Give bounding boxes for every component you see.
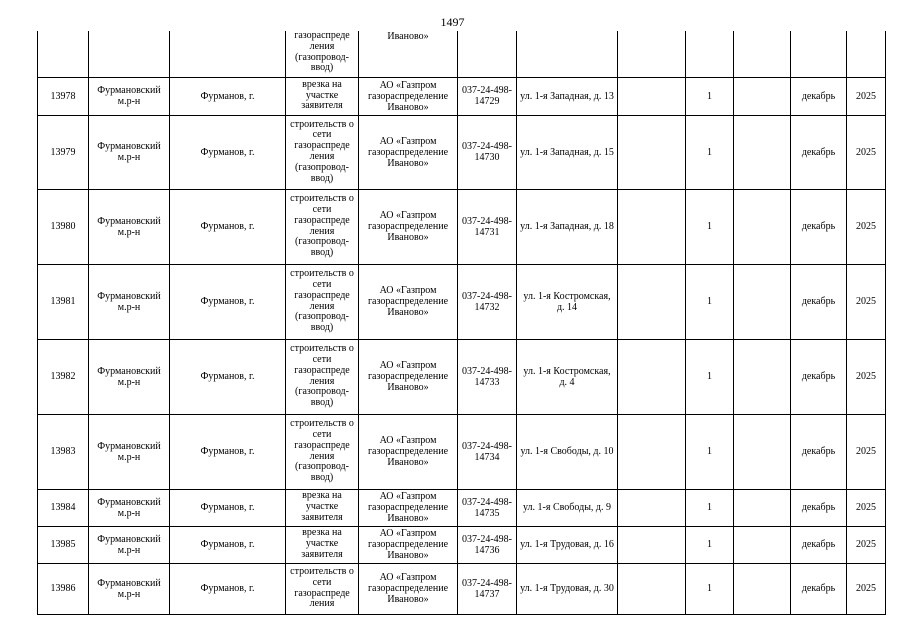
cell-settlement: Фурманов, г. [170, 526, 286, 563]
cell-num [38, 31, 89, 77]
cell-district: Фурмановский м.р-н [89, 414, 170, 489]
cell-blank-2 [734, 414, 791, 489]
cell-settlement: Фурманов, г. [170, 563, 286, 614]
cell-kind: строительств о сети газораспреде ления (газопровод-ввод) [286, 414, 359, 489]
cell-count: 1 [686, 489, 734, 526]
cell-blank-2 [734, 189, 791, 264]
cell-year: 2025 [847, 189, 886, 264]
cell-org: АО «Газпром газораспределение Иваново» [359, 489, 458, 526]
cell-num: 13985 [38, 526, 89, 563]
cell-code: 037-24-498-14732 [458, 264, 517, 339]
cell-kind: врезка на участке заявителя [286, 77, 359, 115]
cell-code: 037-24-498-14737 [458, 563, 517, 614]
cell-year: 2025 [847, 264, 886, 339]
cell-count: 1 [686, 563, 734, 614]
cell-month: декабрь [791, 526, 847, 563]
cell-month: декабрь [791, 189, 847, 264]
cell-num: 13981 [38, 264, 89, 339]
cell-settlement: Фурманов, г. [170, 77, 286, 115]
cell-count [686, 31, 734, 77]
cell-blank-2 [734, 339, 791, 414]
cell-address: ул. 1-я Свободы, д. 9 [517, 489, 618, 526]
cell-year: 2025 [847, 77, 886, 115]
cell-blank-1 [618, 563, 686, 614]
cell-month: декабрь [791, 77, 847, 115]
table-row [38, 115, 886, 189]
cell-settlement: Фурманов, г. [170, 264, 286, 339]
cell-num: 13983 [38, 414, 89, 489]
cell-blank-2 [734, 77, 791, 115]
cell-blank-2 [734, 563, 791, 614]
cell-year: 2025 [847, 339, 886, 414]
cell-count: 1 [686, 526, 734, 563]
cell-org: АО «Газпром газораспределение Иваново» [359, 526, 458, 563]
cell-blank-2 [734, 115, 791, 189]
cell-blank-1 [618, 339, 686, 414]
cell-blank-2 [734, 489, 791, 526]
cell-blank-2 [734, 31, 791, 77]
cell-settlement: Фурманов, г. [170, 115, 286, 189]
cell-count: 1 [686, 77, 734, 115]
cell-year: 2025 [847, 563, 886, 614]
cell-org: АО «Газпром газораспределение Иваново» [359, 189, 458, 264]
cell-blank-1 [618, 264, 686, 339]
cell-kind: строительств о сети газораспреде ления (газопровод-ввод) [286, 189, 359, 264]
cell-num: 13982 [38, 339, 89, 414]
cell-month: декабрь [791, 414, 847, 489]
cell-org: Иваново» [359, 31, 458, 77]
cell-settlement: Фурманов, г. [170, 489, 286, 526]
cell-district: Фурмановский м.р-н [89, 77, 170, 115]
cell-blank-1 [618, 414, 686, 489]
cell-address [517, 31, 618, 77]
cell-month: декабрь [791, 339, 847, 414]
cell-num: 13980 [38, 189, 89, 264]
page-number: 1497 [440, 15, 465, 29]
cell-district [89, 31, 170, 77]
cell-address: ул. 1-я Костромская, д. 14 [517, 264, 618, 339]
cell-district: Фурмановский м.р-н [89, 189, 170, 264]
cell-blank-1 [618, 115, 686, 189]
cell-month: декабрь [791, 563, 847, 614]
cell-code: 037-24-498-14734 [458, 414, 517, 489]
cell-org: АО «Газпром газораспределение Иваново» [359, 414, 458, 489]
cell-kind: врезка на участке заявителя [286, 489, 359, 526]
cell-month: декабрь [791, 115, 847, 189]
cell-address: ул. 1-я Костромская, д. 4 [517, 339, 618, 414]
cell-address: ул. 1-я Свободы, д. 10 [517, 414, 618, 489]
cell-count: 1 [686, 414, 734, 489]
cell-year: 2025 [847, 526, 886, 563]
table-row [38, 77, 886, 115]
cell-org: АО «Газпром газораспределение Иваново» [359, 264, 458, 339]
cell-code: 037-24-498-14736 [458, 526, 517, 563]
table-row [38, 264, 886, 339]
cell-settlement: Фурманов, г. [170, 339, 286, 414]
cell-district: Фурмановский м.р-н [89, 563, 170, 614]
cell-year: 2025 [847, 489, 886, 526]
cell-settlement: Фурманов, г. [170, 414, 286, 489]
cell-num: 13979 [38, 115, 89, 189]
cell-year: 2025 [847, 414, 886, 489]
cell-org: АО «Газпром газораспределение Иваново» [359, 77, 458, 115]
cell-kind: газораспреде ления (газопровод- ввод) [286, 31, 359, 77]
cell-count: 1 [686, 339, 734, 414]
cell-org: АО «Газпром газораспределение Иваново» [359, 339, 458, 414]
cell-district: Фурмановский м.р-н [89, 115, 170, 189]
cell-district: Фурмановский м.р-н [89, 489, 170, 526]
cell-num: 13978 [38, 77, 89, 115]
cell-code: 037-24-498-14735 [458, 489, 517, 526]
cell-month: декабрь [791, 489, 847, 526]
cell-address: ул. 1-я Западная, д. 15 [517, 115, 618, 189]
cell-address: ул. 1-я Трудовая, д. 16 [517, 526, 618, 563]
cell-address: ул. 1-я Трудовая, д. 30 [517, 563, 618, 614]
cell-blank-1 [618, 189, 686, 264]
cell-kind: строительств о сети газораспреде ления [286, 563, 359, 614]
cell-kind: строительств о сети газораспреде ления (газопровод-ввод) [286, 339, 359, 414]
register-table [37, 31, 886, 615]
cell-month [791, 31, 847, 77]
cell-blank-1 [618, 526, 686, 563]
cell-blank-2 [734, 526, 791, 563]
cell-count: 1 [686, 264, 734, 339]
continuation-row [38, 31, 886, 77]
cell-count: 1 [686, 189, 734, 264]
cell-code: 037-24-498-14730 [458, 115, 517, 189]
cell-settlement [170, 31, 286, 77]
cell-month: декабрь [791, 264, 847, 339]
table-row [38, 526, 886, 563]
cell-org: АО «Газпром газораспределение Иваново» [359, 115, 458, 189]
cell-code [458, 31, 517, 77]
cell-org: АО «Газпром газораспределение Иваново» [359, 563, 458, 614]
cell-code: 037-24-498-14733 [458, 339, 517, 414]
table-row [38, 489, 886, 526]
table-row [38, 563, 886, 614]
cell-blank-1 [618, 77, 686, 115]
cell-district: Фурмановский м.р-н [89, 526, 170, 563]
table-row [38, 339, 886, 414]
cell-blank-1 [618, 31, 686, 77]
cell-count: 1 [686, 115, 734, 189]
cell-blank-2 [734, 264, 791, 339]
cell-district: Фурмановский м.р-н [89, 339, 170, 414]
cell-year [847, 31, 886, 77]
cell-kind: врезка на участке заявителя [286, 526, 359, 563]
cell-year: 2025 [847, 115, 886, 189]
cell-kind: строительств о сети газораспреде ления (газопровод-ввод) [286, 115, 359, 189]
cell-address: ул. 1-я Западная, д. 18 [517, 189, 618, 264]
cell-code: 037-24-498-14729 [458, 77, 517, 115]
cell-address: ул. 1-я Западная, д. 13 [517, 77, 618, 115]
table-row [38, 414, 886, 489]
cell-blank-1 [618, 489, 686, 526]
cell-code: 037-24-498-14731 [458, 189, 517, 264]
table-row [38, 189, 886, 264]
cell-num: 13984 [38, 489, 89, 526]
cell-district: Фурмановский м.р-н [89, 264, 170, 339]
cell-settlement: Фурманов, г. [170, 189, 286, 264]
cell-kind: строительств о сети газораспреде ления (газопровод-ввод) [286, 264, 359, 339]
cell-num: 13986 [38, 563, 89, 614]
